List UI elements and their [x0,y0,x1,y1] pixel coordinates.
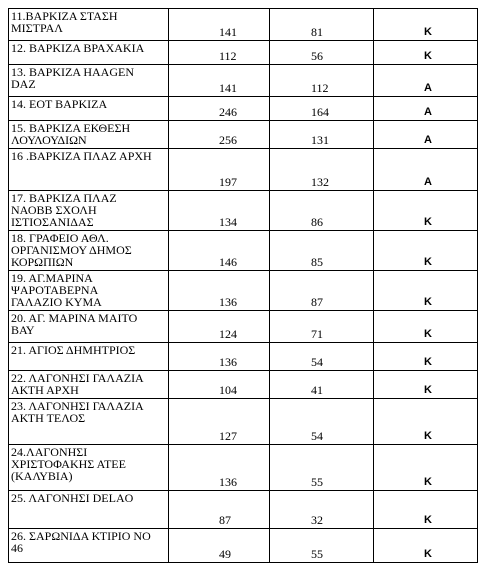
value-1: 136 [219,295,237,309]
classification-cell [374,491,478,529]
site-name-cell [9,371,169,399]
value-2: 54 [311,429,323,443]
value-1-cell [169,371,270,399]
value-2-cell [270,343,374,371]
value-1: 141 [219,25,237,39]
value-1: 87 [219,513,231,527]
value-1-cell [169,399,270,445]
value-1-cell [169,9,270,41]
classification-cell [374,97,478,121]
site-name: 18. ΓΡΑΦΕΙΟ ΑΘΛ. ΟΡΓΑΝΙΣΜΟΥ ΔΗΜΟΣ ΚΟΡΩΠΙΩΝ [11,231,132,269]
classification-cell [374,371,478,399]
classification: Κ [424,384,432,396]
table-row [9,97,478,121]
classification-cell [374,343,478,371]
site-name: 21. ΑΓΙΟΣ ΔΗΜΗΤΡΙΟΣ [11,343,136,357]
value-1-cell [169,65,270,97]
table-row [9,343,478,371]
value-2: 164 [311,105,329,119]
site-name: 11.ΒΑΡΚΙΖΑ ΣΤΑΣΗ ΜΙΣΤΡΑΛ [11,9,118,35]
value-1: 136 [219,355,237,369]
value-2-cell [270,9,374,41]
value-1: 127 [219,429,237,443]
table-row [9,121,478,149]
value-2-cell [270,399,374,445]
classification-cell [374,41,478,65]
site-name-cell [9,65,169,97]
table-row [9,65,478,97]
value-1-cell [169,491,270,529]
value-2-cell [270,41,374,65]
classification: Κ [424,256,432,268]
site-name-cell [9,191,169,231]
value-2: 86 [311,215,323,229]
value-2-cell [270,445,374,491]
value-1: 112 [219,49,237,63]
site-name: 25. ΛΑΓΟΝΗΣΙ DELAO [11,491,134,505]
classification-cell [374,121,478,149]
classification: Κ [424,430,432,442]
classification: Α [424,134,432,146]
value-1: 136 [219,475,237,489]
site-name: 24.ΛΑΓΟΝΗΣΙ ΧΡΙΣΤΟΦΑΚΗΣ ΑΤΕΕ (ΚΑΛΥΒΙΑ) [11,445,126,483]
classification-cell [374,271,478,311]
classification: Α [424,82,432,94]
table-row [9,445,478,491]
classification: Κ [424,328,432,340]
site-name-cell [9,311,169,343]
value-2: 54 [311,355,323,369]
classification: Κ [424,296,432,308]
value-1-cell [169,149,270,191]
table-row [9,9,478,41]
table-row [9,311,478,343]
site-name: 23. ΛΑΓΟΝΗΣΙ ΓΑΛΑΖΙΑ ΑΚΤΗ ΤΕΛΟΣ [11,399,144,425]
site-name: 13. ΒΑΡΚΙΖΑ ΗΑAGEN DAZ [11,65,134,91]
value-1-cell [169,311,270,343]
classification-cell [374,149,478,191]
site-name: 17. ΒΑΡΚΙΖΑ ΠΛΑΖ ΝΑΟΒΒ ΣΧΟΛΗ ΙΣΤΙΟΣΑΝΙΔΑΣ [11,191,117,229]
value-2-cell [270,491,374,529]
value-1-cell [169,231,270,271]
site-name-cell [9,121,169,149]
value-1: 141 [219,81,237,95]
value-1-cell [169,191,270,231]
classification: Κ [424,548,432,560]
table-row [9,231,478,271]
site-name: 16 .ΒΑΡΚΙΖΑ ΠΛΑΖ ΑΡΧΗ [11,149,152,163]
classification: Κ [424,356,432,368]
value-2-cell [270,529,374,563]
value-1: 246 [219,105,237,119]
value-2: 41 [311,383,323,397]
value-1: 104 [219,383,237,397]
classification: Κ [424,26,432,38]
value-2-cell [270,311,374,343]
classification-cell [374,445,478,491]
value-2-cell [270,271,374,311]
site-name: 12. ΒΑΡΚΙΖΑ ΒΡΑΧΑΚΙΑ [11,41,145,55]
classification-cell [374,191,478,231]
classification-cell [374,311,478,343]
classification-cell [374,231,478,271]
site-name-cell [9,399,169,445]
site-name: 22. ΛΑΓΟΝΗΣΙ ΓΑΛΑΖΙΑ ΑΚΤΗ ΑΡΧΗ [11,371,144,397]
site-name-cell [9,41,169,65]
value-2: 132 [311,175,329,189]
classification: Κ [424,514,432,526]
value-1: 146 [219,255,237,269]
value-1: 197 [219,175,237,189]
value-1-cell [169,343,270,371]
table-body [9,9,478,563]
value-1: 256 [219,133,237,147]
value-1-cell [169,121,270,149]
table-row [9,149,478,191]
value-2-cell [270,191,374,231]
value-2-cell [270,65,374,97]
value-2-cell [270,97,374,121]
value-1: 49 [219,547,231,561]
table-row [9,41,478,65]
site-name-cell [9,529,169,563]
table-row [9,399,478,445]
table-row [9,491,478,529]
site-name-cell [9,343,169,371]
value-2-cell [270,231,374,271]
classification-cell [374,65,478,97]
table-row [9,371,478,399]
value-2: 55 [311,475,323,489]
classification: Κ [424,50,432,62]
site-name: 19. ΑΓ.ΜΑΡΙΝΑ ΨΑΡΟΤΑΒΕΡΝΑ ΓΑΛΑΖΙΟ ΚΥΜΑ [11,271,102,309]
value-2: 87 [311,295,323,309]
classification: Α [424,106,432,118]
site-name-cell [9,271,169,311]
classification-cell [374,399,478,445]
value-1-cell [169,271,270,311]
site-name: 26. ΣΑΡΩΝΙΔΑ ΚΤΙΡΙΟ ΝΟ 46 [11,529,151,555]
site-name-cell [9,97,169,121]
table-row [9,529,478,563]
value-2: 131 [311,133,329,147]
classification-cell [374,9,478,41]
value-2: 81 [311,25,323,39]
sampling-sites-table [8,8,478,563]
value-2: 71 [311,327,323,341]
value-1: 134 [219,215,237,229]
value-2: 55 [311,547,323,561]
site-name-cell [9,9,169,41]
value-2: 112 [311,81,329,95]
site-name: 15. ΒΑΡΚΙΖΑ ΕΚΘΕΣΗ ΛΟΥΛΟΥΔΙΩΝ [11,121,131,147]
classification: Κ [424,216,432,228]
site-name-cell [9,491,169,529]
site-name: 14. ΕΟΤ ΒΑΡΚΙΖΑ [11,97,108,111]
value-2: 85 [311,255,323,269]
value-2-cell [270,149,374,191]
site-name-cell [9,149,169,191]
value-1-cell [169,41,270,65]
table-row [9,191,478,231]
site-name-cell [9,231,169,271]
site-name-cell [9,445,169,491]
classification: Α [424,176,432,188]
classification-cell [374,529,478,563]
value-2: 56 [311,49,323,63]
value-1-cell [169,97,270,121]
classification: Κ [424,476,432,488]
value-2-cell [270,121,374,149]
value-2: 32 [311,513,323,527]
value-1-cell [169,529,270,563]
site-name: 20. ΑΓ. ΜΑΡΙΝΑ ΜΑΙΤΟ ΒΑΥ [11,311,138,337]
value-1: 124 [219,327,237,341]
value-2-cell [270,371,374,399]
value-1-cell [169,445,270,491]
table-row [9,271,478,311]
